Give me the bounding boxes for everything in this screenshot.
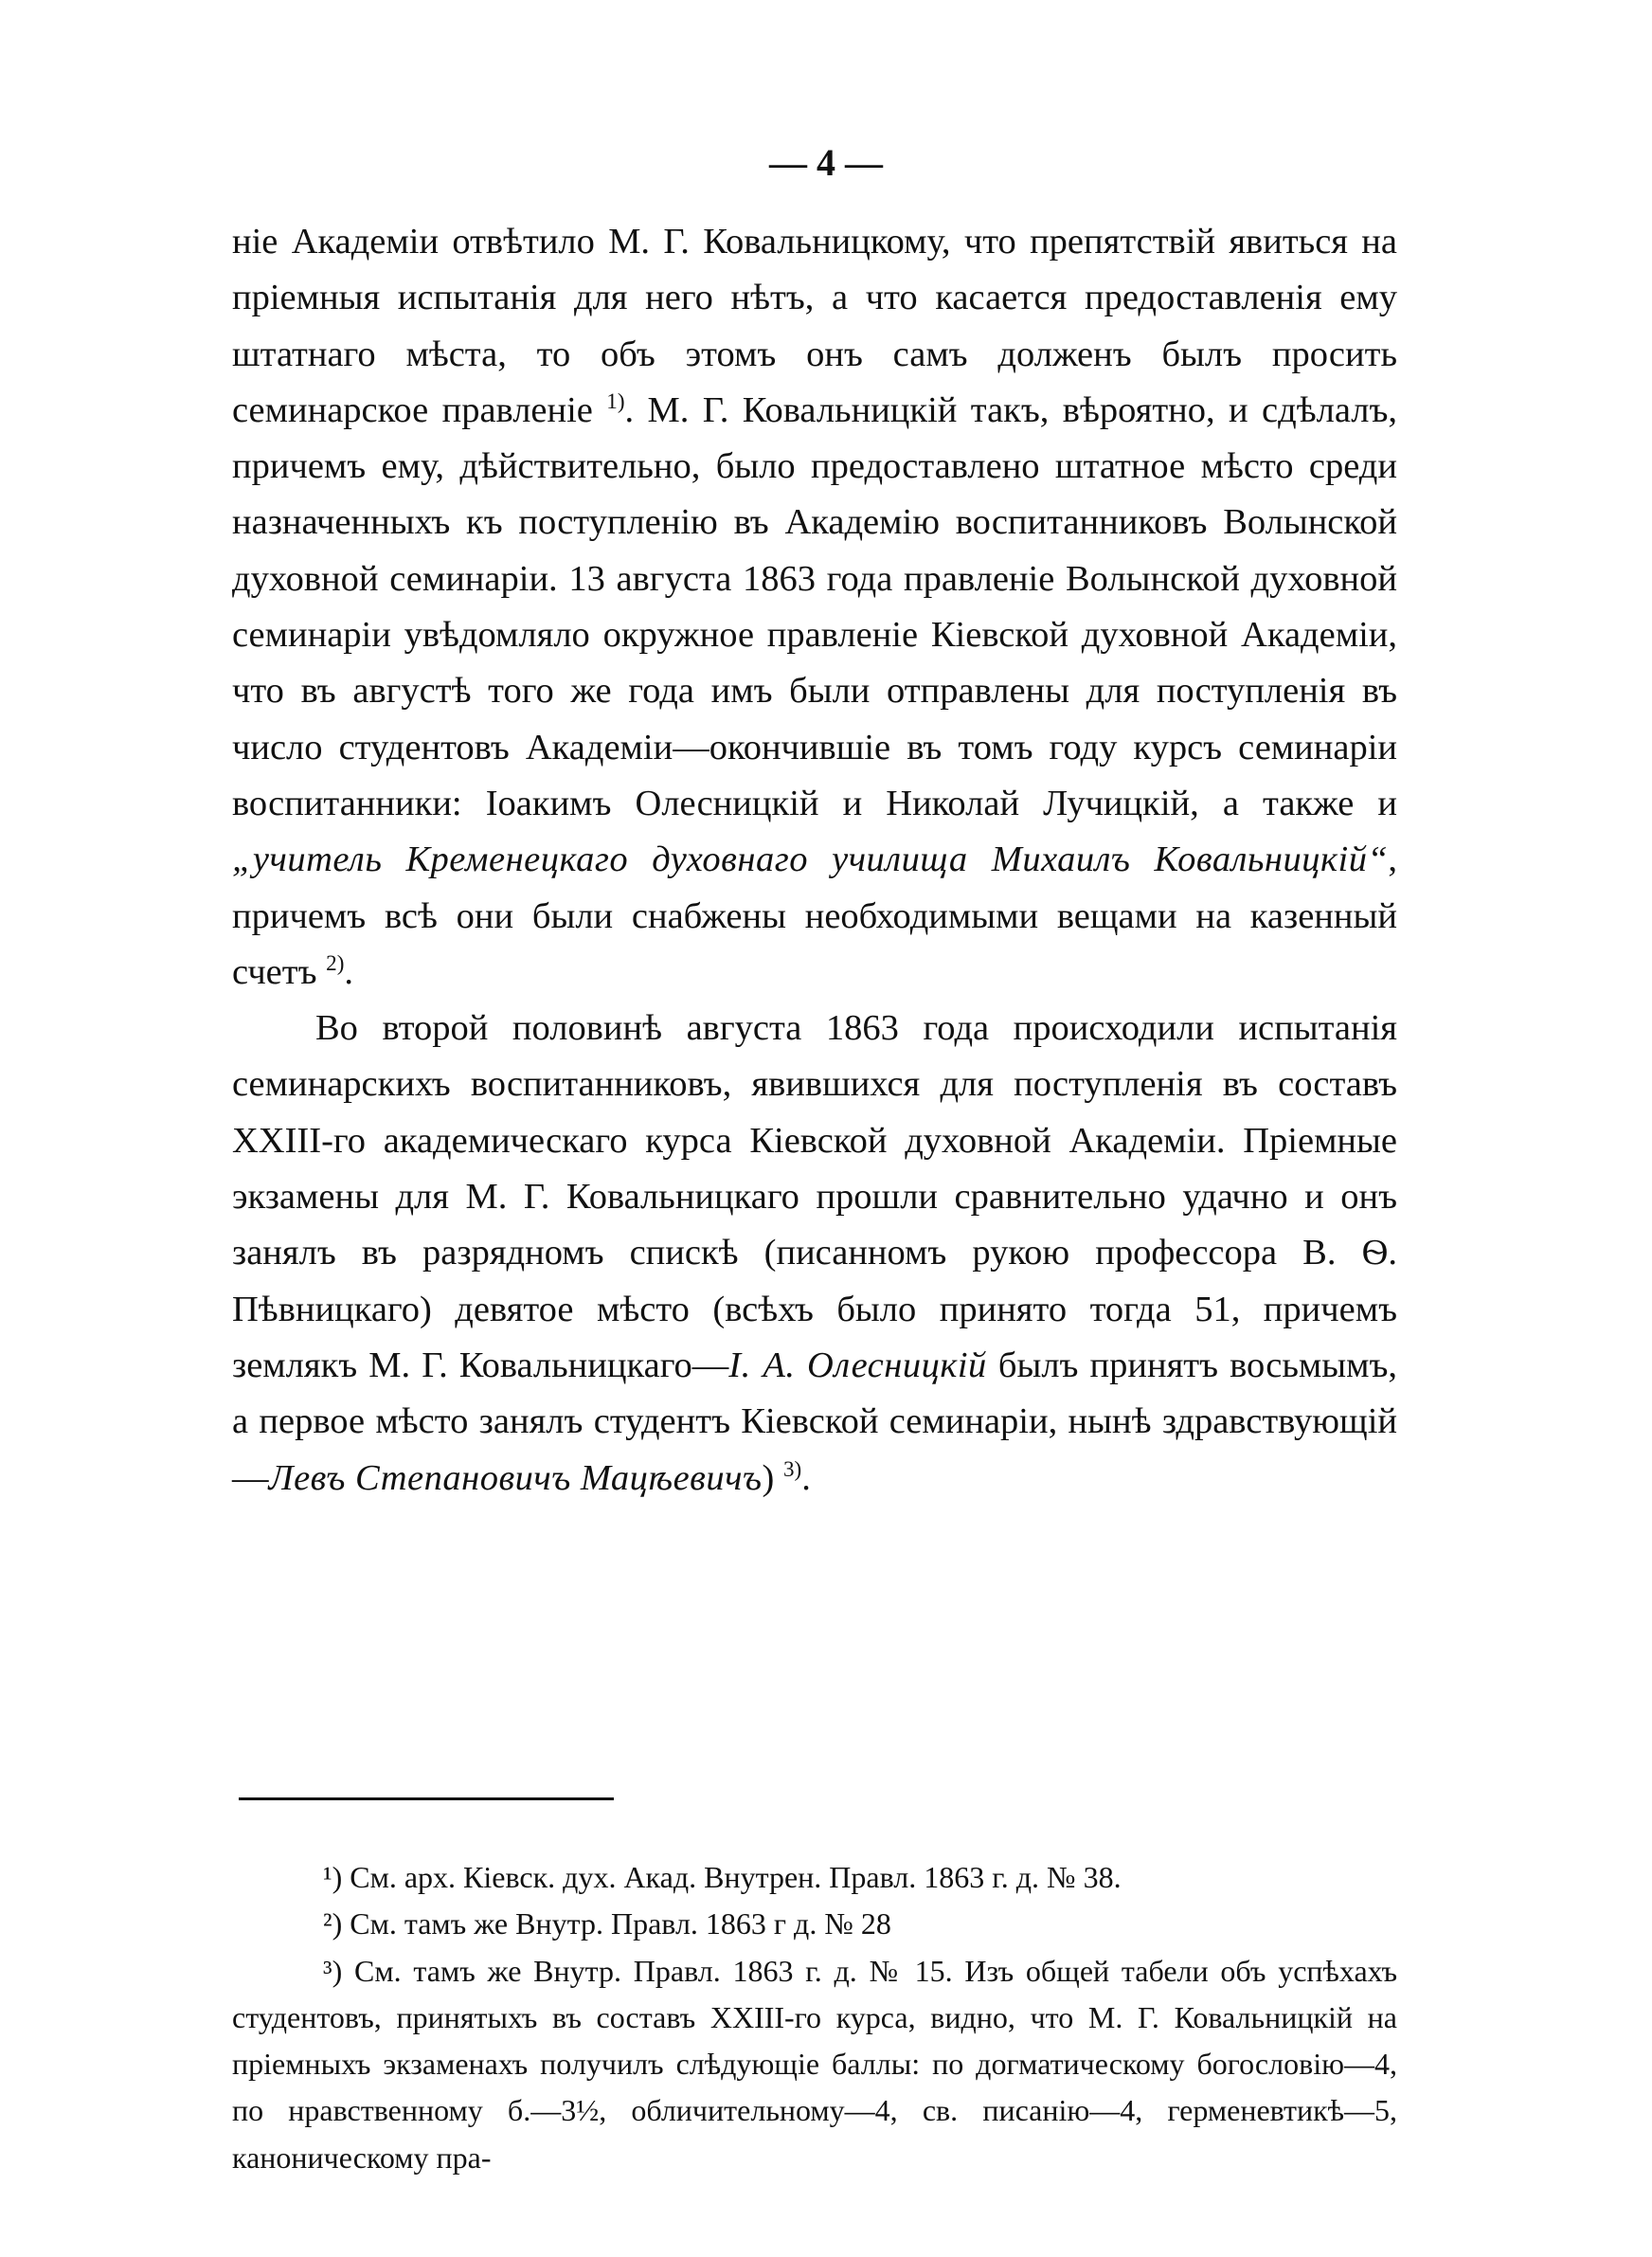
text-run: . М. Г. Ковальницкій такъ, вѣроятно, и сдѣлалъ, причемъ ему, дѣйствительно, было предоставлено штатное мѣсто среди назначенныхъ къ поступленію въ Академію воспитанниковъ Волынской духовной семинаріи. 13 августа 1863 года правленіе Волынской духовной семинаріи увѣдомляло окружное правленіе Кіевской духовной Академіи, что въ августѣ того же года имъ были отправлены для поступленія въ число студентовъ Академіи—окончившіе въ томъ году курсъ семинаріи воспитанники: Іоакимъ Олесницкій и Николай Лучицкій, а также и [232, 389, 1397, 823]
footnote-ref: 1) [606, 388, 625, 414]
footnote-mark: ²) [323, 1906, 343, 1941]
text-run: былъ принятъ восьмымъ, а первое мѣсто занялъ студентъ Кіевской семинаріи, нынѣ здравствующій— [232, 1345, 1397, 1498]
paragraph [232, 1001, 1397, 1507]
footnote-mark: ¹) [323, 1860, 343, 1894]
text-run: . [801, 1457, 811, 1498]
italic-quote: „учитель Кременецкаго духовнаго училища Михаилъ Ковальницкій“ [232, 840, 1389, 880]
footnote-mark: ³) [323, 1953, 343, 1988]
text-run: ніе Академіи отвѣтило М. Г. Ковальницкому, что препятствій явиться на пріемныя испытанія для него нѣтъ, а что касается предоставленія ему штатнаго мѣста, то объ этомъ онъ самъ долженъ былъ просить семинарское правленіе [232, 222, 1397, 430]
italic-name: І. А. Олесницкій [728, 1345, 987, 1385]
main-text [232, 214, 1397, 1507]
footnote [232, 1854, 1397, 1901]
footnote-ref: 2) [326, 950, 345, 975]
footnote [232, 1901, 1397, 1947]
paragraph [232, 214, 1397, 1001]
text-run: , причемъ всѣ они были снабжены необходимыми вещами на казенный счетъ [232, 840, 1397, 992]
footnote-text: См. арх. Кіевск. дух. Акад. Внутрен. Правл. 1863 г. д. № 38. [350, 1860, 1122, 1894]
page-number: — 4 — [769, 141, 883, 184]
footnote-ref: 3) [782, 1455, 802, 1481]
footnote [232, 1948, 1397, 2181]
footnote-text: См. тамъ же Внутр. Правл. 1863 г. д. № 15. Изъ общей табели объ успѣхахъ студентовъ, принятыхъ въ составъ XXIII-го курса, видно, что М. Г. Ковальницкій на пріемныхъ экзаменахъ получилъ слѣдующіе баллы: по догматическому богословію—4, по нравственному б.—3½, обличительному—4, св. писанію—4, герменевтикѣ—5, каноническому пра- [232, 1953, 1398, 2175]
italic-name: Левъ Степановичъ Мацѣевичъ [268, 1457, 763, 1498]
footnotes [232, 1854, 1397, 2181]
text-run: . [344, 951, 354, 992]
footnote-divider [239, 1797, 614, 1800]
text-run: Во второй половинѣ августа 1863 года происходили испытанія семинарскихъ воспитанниковъ, явившихся для поступленія въ составъ XXIII-го академическаго курса Кіевской духовной Академіи. Пріемные экзамены для М. Г. Ковальницкаго прошли сравнительно удачно и онъ занялъ въ разрядномъ спискѣ (писанномъ рукою профессора В. Ѳ. Пѣвницкаго) девятое мѣсто (всѣхъ было принято тогда 51, причемъ землякъ М. Г. Ковальницкаго— [232, 1008, 1397, 1385]
text-run: ) [762, 1457, 783, 1498]
footnote-text: См. тамъ же Внутр. Правл. 1863 г д. № 28 [350, 1906, 891, 1941]
